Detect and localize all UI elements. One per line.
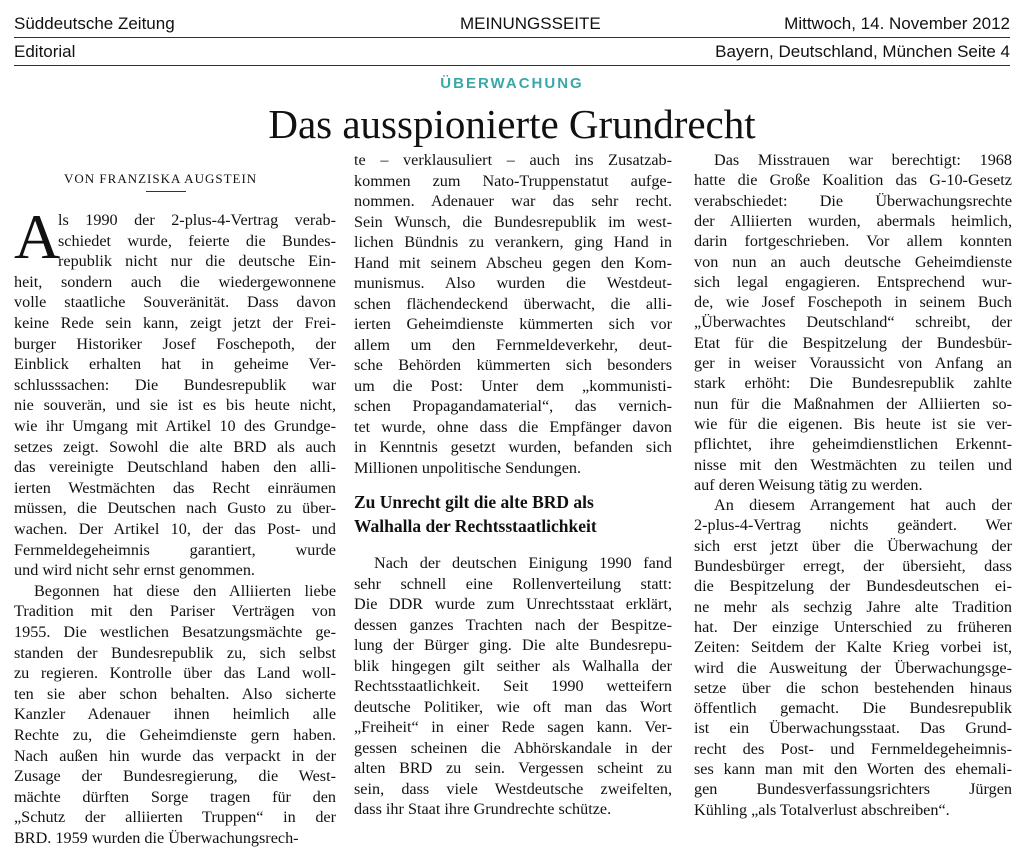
section-divider: [14, 65, 1010, 66]
text-line: sich erst jetzt über die Überwachung der: [694, 536, 1012, 555]
text-line: setzes zeigt. Sowohl die alte BRD als auch: [14, 437, 336, 456]
text-line: um die Post: Unter dem „kommunisti-: [354, 376, 672, 395]
text-line: gessen scheinen die Abhörskandale in der: [354, 738, 672, 757]
text-line: Sein Wunsch, die Bundesrepublik im west-: [354, 212, 672, 231]
text-line: ten sie aber schon behalten. Also sicherte: [14, 684, 336, 703]
text-line: An diesem Arrangement hat auch der: [714, 496, 1012, 515]
text-line: wachen. Der Artikel 10, der das Post- und: [14, 520, 336, 538]
text-line: volle staatliche Souveränität. Dass davon: [14, 293, 336, 312]
text-line: wird die Ausweitung der Überwachungsge-: [694, 658, 1012, 677]
text-line: tet wurde, ohne dass die Empfänger davon: [354, 417, 672, 436]
newspaper-name: Süddeutsche Zeitung: [14, 14, 175, 33]
text-line: standen der Bundesrepublik zu, sich selbst: [14, 643, 336, 662]
issue-date: Mittwoch, 14. November 2012: [784, 14, 1010, 33]
text-line: Kühling „als Totalverlust abschreiben“.: [694, 800, 950, 819]
text-line: recht des Post- und Fernmeldegeheimnis-: [694, 739, 1012, 758]
drop-cap: A: [14, 201, 61, 272]
text-line: schlusssachen: Die Bundesrepublik war: [14, 375, 336, 394]
text-line: Kanzler Adenauer ihnen heimlich alle: [14, 705, 336, 724]
text-line: ierten Westmächten das Recht einräumen: [14, 478, 336, 497]
text-line: kommen zum Nato-Truppenstatut aufge-: [354, 171, 672, 190]
text-line: Millionen unpolitische Sendungen.: [354, 458, 582, 477]
byline-divider: [146, 191, 186, 192]
location-page: Bayern, Deutschland, München Seite 4: [715, 42, 1010, 61]
text-line: 1955. Die westlichen Besatzungsmächte ge-: [14, 623, 336, 641]
text-line: Nach außen hin wurde das verpackt in der: [14, 746, 336, 765]
text-line: schen flächendeckend überwacht, die alli-: [354, 294, 672, 313]
text-line: lung der Bürger ging. Die alte Bundesrepu-: [354, 636, 672, 654]
text-line: sein, dass viele Westdeutsche zweifelten,: [354, 779, 672, 798]
text-line: blik hingegen gilt seither als Walhalla der: [354, 656, 672, 675]
text-line: und wird nicht sehr ernst genommen.: [14, 561, 255, 580]
text-line: nisse mit den Westmächten zu teilen und: [694, 455, 1012, 474]
text-line: wie ihr Umgang mit Artikel 10 des Grundge-: [14, 417, 336, 435]
article-kicker: ÜBERWACHUNG: [440, 75, 584, 92]
text-line: deutsche Politiker, wie oft man das Wort: [354, 697, 672, 716]
category-label: Editorial: [14, 42, 76, 61]
text-line: allem um den Fernmeldeverkehr, deut-: [354, 335, 672, 354]
text-line: Zeiten: Seitdem der Kalte Krieg vorbei ist,: [694, 638, 1012, 657]
text-line: republik nicht nur die deutsche Ein-: [58, 252, 336, 271]
article-headline: Das ausspionierte Grundrecht: [268, 101, 756, 147]
text-line: wie für die eigenen. Bis heute ist sie ver-: [694, 414, 1012, 433]
text-line: te – verklausuliert – auch ins Zusatzab-: [354, 151, 672, 169]
text-line: heit, sondern auch die wiedergewonnene: [14, 272, 336, 291]
text-line: lichen Bündnis zu verankern, ging Hand in: [354, 233, 672, 251]
text-line: alten BRD zu sein. Vergessen scheint zu: [354, 759, 672, 777]
text-line: ne mehr als sechzig Jahre alte Tradition: [694, 597, 1012, 616]
text-line: Begonnen hat diese den Alliierten liebe: [34, 581, 336, 600]
section-name: MEINUNGSSEITE: [460, 14, 601, 33]
text-line: Rechtsstaatlichkeit. Seit 1990 wetteifern: [354, 677, 672, 695]
text-line: „Freiheit“ in einer Rede sagen kann. Ver-: [354, 718, 672, 736]
text-line: sche Behörden kümmerten sich besonders: [354, 356, 672, 374]
text-line: sich legal engagieren. Entsprechend wur-: [694, 272, 1012, 291]
text-line: de, wie Josef Foschepoth in seinem Buch: [694, 293, 1012, 312]
text-line: munismus. Also wurden die Westdeut-: [354, 274, 672, 292]
text-line: die Bespitzelung der Bundesdeutschen ei-: [694, 577, 1012, 596]
text-line: „Schutz der alliierten Truppen“ in der: [14, 808, 336, 827]
text-line: keine Rede sein kann, zeigt jetzt der Frei-: [14, 314, 336, 332]
text-line: 2-plus-4-Vertrag nichts geändert. Wer: [694, 516, 1012, 535]
text-line: dass ihr Staat ihre Grundrechte schütze.: [354, 800, 612, 818]
text-line: müssen, die Deutschen nach Gusto zu über-: [14, 499, 336, 518]
text-line: gen Bundesverfassungsrichters Jürgen: [694, 780, 1012, 799]
text-line: Nach der deutschen Einigung 1990 fand: [374, 554, 672, 572]
text-line: Bundesbürger erregt, der übersieht, dass: [694, 557, 1012, 575]
subheading-line-1: Zu Unrecht gilt die alte BRD als: [354, 492, 594, 512]
text-line: der Alliierten wurden, abermals heimlich,: [694, 211, 1012, 230]
text-line: dessen ganzes Trachten nach der Bespitze-: [354, 615, 672, 634]
text-line: burger Historiker Josef Foschepoth, der: [14, 334, 336, 353]
text-line: BRD. 1959 wurden die Überwachungsrech-: [14, 829, 299, 847]
text-line: „Überwachtes Deutschland“ schreibt, der: [694, 313, 1012, 332]
text-line: mächte dürften Sorge tragen für den: [14, 787, 336, 806]
text-line: Einblick erhalten hat in geheime Ver-: [14, 355, 336, 374]
text-line: darin fortgeschrieben. Vor allem konnten: [694, 232, 1012, 251]
text-line: Die DDR wurde zum Unrechtsstaat erklärt,: [354, 595, 672, 613]
text-line: Fernmeldegeheimnis garantiert, wurde: [14, 540, 336, 559]
text-line: pflichtet, ihre geheimdienstlichen Erkennt-: [694, 435, 1012, 454]
text-line: verabschiedet: Die Überwachungsrechte: [694, 191, 1012, 210]
text-line: schen Propagandamaterial“, das vernich-: [354, 397, 672, 415]
text-line: in Kenntnis gesetzt wurden, befanden sich: [354, 438, 672, 456]
text-line: ls 1990 der 2-plus-4-Vertrag verab-: [58, 211, 336, 229]
text-line: das vereinigte Deutschland haben den alli-: [14, 458, 336, 477]
text-line: hatte die Große Koalition das G-10-Gesetz: [694, 171, 1012, 190]
text-line: Zusage der Bundesregierung, die West-: [14, 767, 336, 786]
text-line: nun für die Maßnahmen der Alliierten so-: [694, 394, 1012, 413]
text-line: zu regieren. Kontrolle über das Land woll-: [14, 664, 336, 683]
header-divider: [14, 37, 1010, 38]
text-line: ierten Geheimdienste kümmerten sich vor: [354, 315, 672, 333]
text-line: schiedet wurde, feierte die Bundes-: [58, 231, 336, 250]
text-line: auf deren Weisung tätig zu werden.: [694, 475, 923, 494]
text-line: stark erhöht: Die Bundesrepublik zahlte: [694, 374, 1012, 393]
text-line: öffentlich gemacht. Die Bundesrepublik: [694, 699, 1012, 718]
text-line: sehr schnell eine Rollenverteilung statt:: [354, 574, 672, 593]
text-line: ist ein Überwachungsstaat. Das Grund-: [694, 719, 1012, 738]
article-byline: VON FRANZISKA AUGSTEIN: [64, 171, 258, 186]
text-line: Das Misstrauen war berechtigt: 1968: [714, 151, 1012, 169]
text-line: nie souverän, und sie ist es bis heute nicht,: [14, 396, 336, 415]
text-line: Hand mit seinem Abscheu gegen den Kom-: [354, 253, 672, 272]
text-line: Rechte zu, die Geheimdienste gern haben.: [14, 726, 336, 744]
text-line: ses kann man mit den Worten des ehemali-: [694, 760, 1012, 778]
text-line: nommen. Adenauer war das sehr recht.: [354, 192, 672, 210]
text-line: setze über die schon bestehenden hinaus: [694, 678, 1012, 697]
subheading-line-2: Walhalla der Rechtsstaatlichkeit: [354, 516, 597, 536]
text-line: hat. Der einzige Unterschied zu früheren: [694, 617, 1012, 636]
text-line: ger in weiser Voraussicht von Anfang an: [694, 354, 1012, 372]
text-line: Tradition mit den Pariser Verträgen von: [14, 602, 336, 621]
text-line: von nun an auch deutsche Geheimdienste: [694, 252, 1012, 271]
text-line: Etat für die Bespitzelung der Bundesbür-: [694, 333, 1012, 352]
